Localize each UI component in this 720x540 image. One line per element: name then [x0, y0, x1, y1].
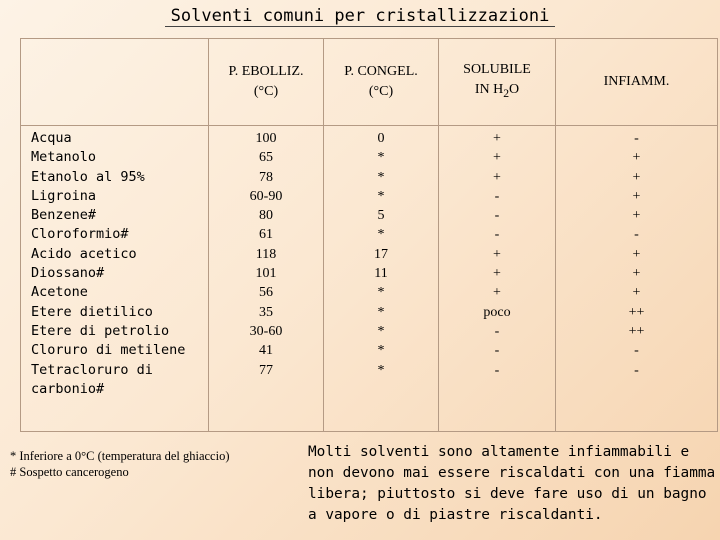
freezing-point-value: 0 — [377, 131, 385, 146]
flammable-value: + — [632, 208, 641, 224]
boiling-point-value: 100 — [255, 131, 277, 146]
formula-o: O — [509, 82, 520, 98]
header-boiling-label: P. EBOLLIZ. — [228, 64, 304, 79]
freezing-point-value: * — [377, 188, 385, 204]
water-soluble-value: - — [494, 227, 500, 243]
solvent-name: Metanolo — [31, 149, 97, 166]
freezing-point-value: * — [377, 227, 385, 243]
solvent-name: Benzene# — [31, 207, 97, 224]
freezing-point-value: * — [377, 362, 385, 378]
boiling-point-value: 61 — [259, 227, 273, 243]
water-soluble-value: - — [494, 188, 500, 204]
boiling-point-value: 101 — [255, 266, 277, 282]
solvent-names-column — [21, 126, 209, 432]
flammable-value: ++ — [628, 323, 645, 339]
freezing-point-value: 5 — [377, 208, 385, 224]
water-soluble-value: poco — [483, 304, 511, 320]
freezing-points-column — [324, 126, 439, 432]
header-freezing-label: P. CONGEL. — [344, 64, 418, 79]
freezing-point-value: * — [377, 323, 385, 339]
boiling-point-value: 78 — [259, 169, 273, 185]
solvent-name: Ligroina — [31, 187, 97, 204]
water-soluble-value: - — [494, 362, 500, 378]
freezing-point-value: 11 — [374, 266, 388, 282]
safety-message: Molti solventi sono altamente infiammabili e non devono mai essere riscaldati con una fiamma libera; piuttosto si deve fare uso di un bagno a vapore o di piastre riscaldanti. — [308, 444, 716, 523]
header-soluble-formula — [439, 80, 555, 104]
header-flammable — [556, 39, 718, 126]
boiling-point-value: 35 — [259, 304, 273, 320]
freezing-point-value: * — [377, 150, 385, 166]
header-freezing-point — [324, 39, 439, 126]
boiling-point-value: 118 — [255, 246, 277, 262]
boiling-point-value: 77 — [259, 362, 273, 378]
solvent-name: Etere dietilico — [31, 303, 153, 320]
freezing-point-value: * — [377, 343, 385, 359]
water-soluble-column — [439, 126, 556, 432]
header-boiling-unit: (°C) — [253, 84, 279, 99]
water-soluble-value: + — [493, 150, 501, 166]
footnote-carcinogen: # Sospetto cancerogeno — [10, 465, 129, 479]
freezing-point-value: * — [377, 285, 385, 301]
boiling-points-column — [209, 126, 324, 432]
table-body-row — [21, 126, 718, 432]
freezing-point-value: 17 — [374, 246, 388, 262]
water-soluble-value: + — [493, 169, 501, 185]
solvent-name: Etere di petrolio — [31, 322, 170, 339]
water-soluble-value: - — [494, 343, 500, 359]
header-boiling-point — [209, 39, 324, 126]
formula-subscript: 2 — [503, 86, 510, 100]
solvent-name: Acido acetico — [31, 245, 137, 262]
boiling-point-value: 65 — [259, 150, 273, 166]
water-soluble-value: - — [494, 208, 500, 224]
solvent-name: Tetracloruro di carbonio# — [31, 361, 153, 397]
solvent-name: Cloroformio# — [31, 226, 129, 243]
flammable-value: - — [634, 131, 639, 146]
solvents-table — [20, 38, 718, 432]
boiling-point-value: 80 — [259, 208, 273, 224]
flammable-column — [556, 126, 718, 432]
header-soluble-label: SOLUBILE — [463, 62, 531, 78]
flammable-value: - — [634, 227, 639, 243]
freezing-point-value: * — [377, 304, 385, 320]
boiling-point-value: 41 — [259, 343, 273, 359]
boiling-point-value: 60-90 — [249, 188, 283, 204]
flammable-value: - — [634, 362, 639, 378]
freezing-point-value: * — [377, 169, 385, 185]
flammable-value: + — [632, 266, 641, 282]
header-freezing-unit: (°C) — [368, 84, 394, 99]
flammable-value: + — [632, 285, 641, 301]
water-soluble-value: - — [494, 323, 500, 339]
water-soluble-value: + — [493, 266, 501, 282]
solvent-name: Acqua — [31, 130, 72, 146]
flammable-value: + — [632, 188, 641, 204]
water-soluble-value: + — [493, 285, 501, 301]
header-flammable-label: INFIAMM. — [603, 74, 670, 89]
flammable-value: + — [632, 246, 641, 262]
water-soluble-value: + — [493, 246, 501, 262]
header-water-soluble — [439, 39, 556, 126]
footnote-below-zero: * Inferiore a 0°C (temperatura del ghiaccio) — [10, 449, 230, 463]
title-text: Solventi comuni per cristallizzazioni — [165, 6, 556, 27]
formula-in-h: IN H — [474, 82, 504, 98]
boiling-point-value: 56 — [259, 285, 273, 301]
header-empty-cell — [21, 39, 209, 126]
flammable-value: + — [632, 150, 641, 166]
flammable-value: + — [632, 169, 641, 185]
solvent-name: Acetone — [31, 284, 88, 301]
solvent-name: Diossano# — [31, 265, 105, 282]
table-header-row — [21, 39, 718, 126]
page-title — [0, 6, 720, 27]
solvent-name: Cloruro di metilene — [31, 342, 186, 359]
flammable-value: ++ — [628, 304, 645, 320]
footnotes — [10, 448, 290, 480]
flammable-value: - — [634, 343, 639, 359]
water-soluble-value: + — [493, 131, 501, 146]
solvent-name: Etanolo al 95% — [31, 168, 145, 185]
boiling-point-value: 30-60 — [249, 323, 283, 339]
